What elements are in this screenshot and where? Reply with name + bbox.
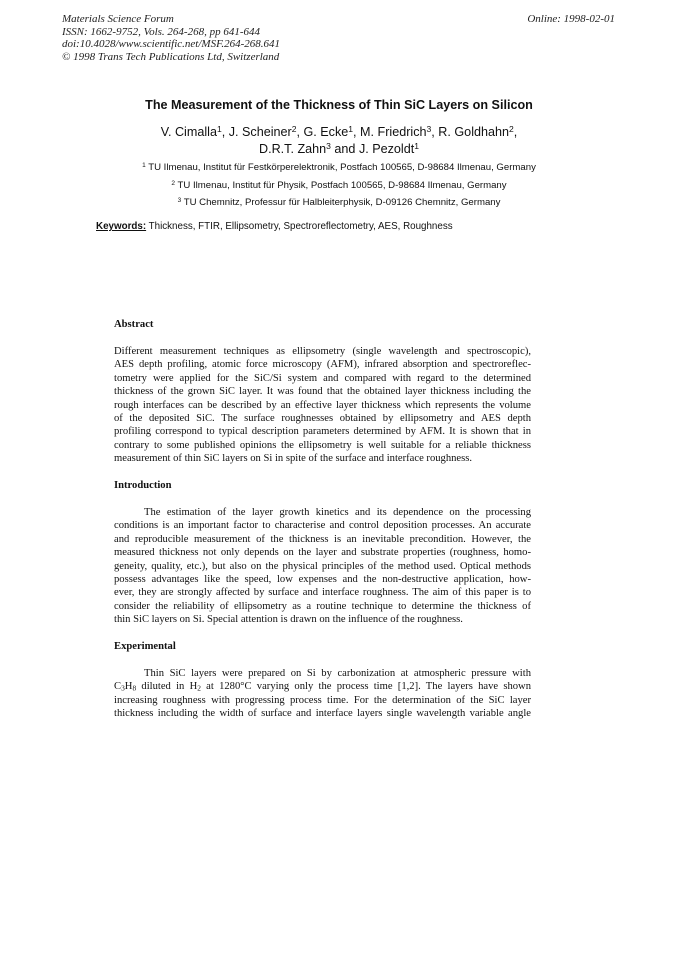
experimental-body xyxy=(114,667,531,721)
introduction-body xyxy=(114,506,531,627)
copyright-line: © 1998 Trans Tech Publications Ltd, Switzerland xyxy=(62,50,280,63)
keywords xyxy=(96,221,453,232)
author-separator: , xyxy=(296,125,304,139)
introduction-line: conditions is an important factor to characterise and control deposition processes. An accurate xyxy=(114,520,531,532)
experimental-line: thickness including the width of surface and interface layers single wavelength variable angle xyxy=(114,708,531,720)
formula-subscript: 2 xyxy=(197,683,201,693)
abstract-line: measurement of thin SiC layers on Si in spite of the surface and interface roughness. xyxy=(114,453,473,465)
experimental-text: diluted in xyxy=(136,681,190,693)
introduction-line: The estimation of the layer growth kinetics and its dependence on the processing xyxy=(144,507,531,518)
abstract-line: profiling correspond to typical description parameters determined by AFM. It is shown that in xyxy=(114,426,531,438)
affiliation xyxy=(0,180,678,191)
affiliation xyxy=(0,162,678,173)
abstract-line: thickness of the grown SiC layer. It was found that the obtained layer thickness including the xyxy=(114,386,531,398)
experimental-text: at 1280°C varying only the process time [1,2]. The layers have shown xyxy=(200,681,531,693)
affiliation-text: TU Ilmenau, Institut für Festkörperelektronik, Postfach 100565, D-98684 Ilmenau, Germany xyxy=(148,162,536,173)
introduction-line: measured thickness not only depends on the layer and substrate properties (roughness, homo- xyxy=(114,547,531,559)
author-affiliation-mark: 3 xyxy=(326,141,331,152)
introduction-line: and reproducible measurement of the thickness is an inevitable precondition. However, the xyxy=(114,533,531,545)
author-line-2 xyxy=(0,141,678,158)
doi-line: doi:10.4028/www.scientific.net/MSF.264-268.641 xyxy=(62,38,281,50)
affiliation-mark: 1 xyxy=(142,162,146,170)
author-affiliation-mark: 2 xyxy=(291,124,297,135)
journal-name: Materials Science Forum xyxy=(62,13,174,25)
author-list xyxy=(0,124,678,158)
abstract-line: tometry were applied for the SiC/Si system and compared with regard to the determined xyxy=(114,372,531,384)
author-name: D.R.T. Zahn xyxy=(258,142,327,156)
abstract-line: rough interfaces can be described by an effective layer thickness which represents the volume xyxy=(114,399,531,411)
author-name: R. Goldhahn xyxy=(438,125,510,139)
abstract-line: contrary to some published opinions the ellipsometry is well suitable for a reliable thickness xyxy=(114,439,531,451)
author-line-1 xyxy=(0,124,678,141)
author-separator: , xyxy=(353,125,361,139)
publication-info xyxy=(62,13,392,63)
introduction-line: consider the reliability of ellipsometry as a routine technique to determine the thickness of xyxy=(114,600,531,612)
introduction-line: thin SiC layers on Si. Special attention is drawn on the influence of the roughness. xyxy=(114,614,463,626)
author-name: V. Cimalla xyxy=(160,125,217,139)
affiliation-mark: 3 xyxy=(177,197,182,205)
experimental-heading: Experimental xyxy=(114,641,176,652)
author-name: M. Friedrich xyxy=(360,125,427,139)
affiliation-text: TU Ilmenau, Institut für Physik, Postfach 100565, D-98684 Ilmenau, Germany xyxy=(177,180,507,191)
author-separator: , xyxy=(221,125,229,139)
experimental-line: increasing roughness with progressing process time. For the determination of the SiC layer xyxy=(114,694,531,706)
introduction-line: geneity, quality, etc.), but also on the physical principles of the method used. Optical methods xyxy=(114,560,531,572)
paper-title: The Measurement of the Thickness of Thin SiC Layers on Silicon xyxy=(145,98,533,112)
keywords-label: Keywords: xyxy=(96,221,147,232)
formula-subscript: 3 xyxy=(121,683,125,693)
formula-subscript: 8 xyxy=(132,683,137,693)
author-separator: and xyxy=(330,142,359,156)
online-date: Online: 1998-02-01 xyxy=(527,13,615,25)
author-affiliation-mark: 1 xyxy=(414,141,420,152)
author-affiliation-mark: 2 xyxy=(509,124,514,135)
author-affiliation-mark: 1 xyxy=(348,124,354,135)
introduction-heading: Introduction xyxy=(114,480,172,491)
abstract-body xyxy=(114,345,531,466)
abstract-line: Different measurement techniques as ellipsometry (single wavelength and spectroscopic), xyxy=(114,346,531,357)
author-separator: , xyxy=(513,125,518,139)
experimental-line: Thin SiC layers were prepared on Si by carbonization at atmospheric pressure with xyxy=(144,668,531,679)
introduction-line: possess advantages like the speed, low expenses and the non-destructive application, how- xyxy=(114,574,531,586)
formula-c: C xyxy=(114,681,122,693)
formula-h: H xyxy=(124,681,133,693)
experimental-line xyxy=(114,680,531,693)
author-name: J. Pezoldt xyxy=(358,142,415,156)
affiliation-text: TU Chemnitz, Professur für Halbleiterphysik, D-09126 Chemnitz, Germany xyxy=(183,197,501,208)
affiliation-mark: 2 xyxy=(171,180,176,188)
author-affiliation-mark: 3 xyxy=(426,124,432,135)
formula-h2: H xyxy=(189,681,198,693)
author-name: G. Ecke xyxy=(303,125,349,139)
author-separator: , xyxy=(431,125,439,139)
abstract-heading: Abstract xyxy=(114,319,154,330)
keywords-text: Thickness, FTIR, Ellipsometry, Spectroreflectometry, AES, Roughness xyxy=(148,221,453,232)
affiliation xyxy=(0,197,678,208)
author-name: J. Scheiner xyxy=(228,125,292,139)
issn-line: ISSN: 1662-9752, Vols. 264-268, pp 641-644 xyxy=(62,25,260,38)
author-affiliation-mark: 1 xyxy=(216,124,222,135)
abstract-line: AES depth profiling, atomic force microscopy (AFM), infrared absorption and spectroreflec- xyxy=(114,359,531,371)
introduction-line: ever, they are strongly affected by surface and interface roughness. The aim of this paper is to xyxy=(114,587,531,599)
abstract-line: of the deposited SiC. The surface roughnesses obtained by ellipsometry and AES depth xyxy=(114,413,531,425)
